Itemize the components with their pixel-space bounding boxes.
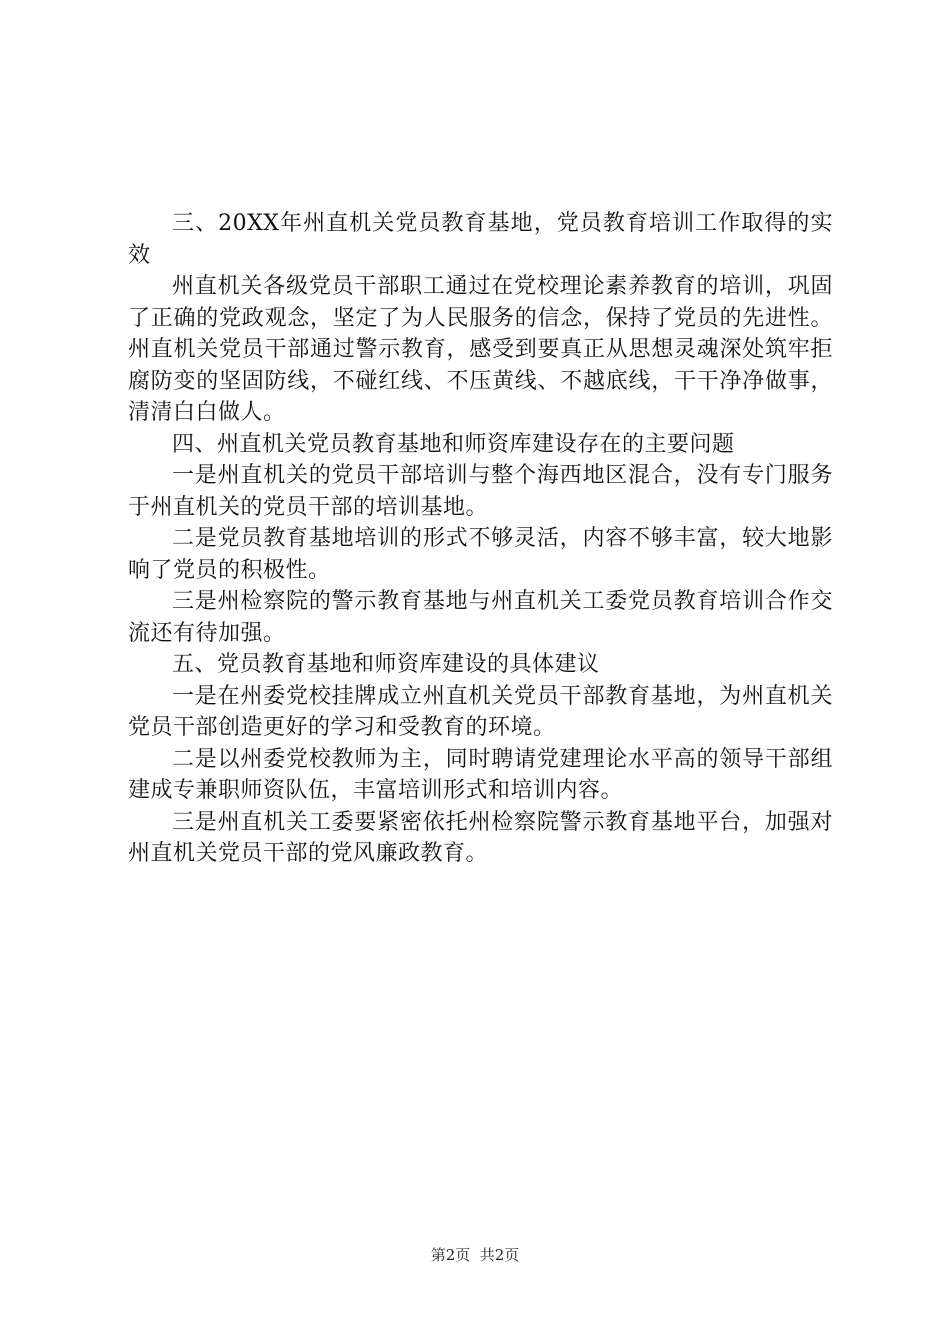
paragraph-results: 州直机关各级党员干部职工通过在党校理论素养教育的培训，巩固了正确的党政观念，坚定了为人民服务的信念，保持了党员的先进性。州直机关党员干部通过警示教育，感受到要真正从思想灵魂深处筑牢拒腐防变的坚固防线，不碰红线、不压黄线、不越底线，干干净净做事，清清白白做人。 — [128, 274, 833, 425]
section-heading-3: 三、20XX年州直机关党员教育基地，党员教育培训工作取得的实效 — [128, 211, 833, 268]
page-number-label: 第2页 共2页 — [430, 1246, 520, 1264]
page-footer — [0, 1245, 950, 1265]
paragraph-problem-3: 三是州检察院的警示教育基地与州直机关工委党员教育培训合作交流还有待加强。 — [128, 589, 833, 646]
paragraph-suggestion-1: 一是在州委党校挂牌成立州直机关党员干部教育基地，为州直机关党员干部创造更好的学习和受教育的环境。 — [128, 683, 833, 740]
paragraph-suggestion-3: 三是州直机关工委要紧密依托州检察院警示教育基地平台，加强对州直机关党员干部的党风廉政教育。 — [128, 809, 833, 866]
paragraph-suggestion-2: 二是以州委党校教师为主，同时聘请党建理论水平高的领导干部组建成专兼职师资队伍，丰富培训形式和培训内容。 — [128, 746, 833, 803]
section-heading-4: 四、州直机关党员教育基地和师资库建设存在的主要问题 — [172, 431, 735, 457]
section-heading-5: 五、党员教育基地和师资库建设的具体建议 — [172, 652, 600, 677]
document-body — [128, 208, 833, 870]
paragraph-problem-1: 一是州直机关的党员干部培训与整个海西地区混合，没有专门服务于州直机关的党员干部的培训基地。 — [128, 463, 833, 520]
paragraph-problem-2: 二是党员教育基地培训的形式不够灵活，内容不够丰富，较大地影响了党员的积极性。 — [128, 526, 833, 583]
